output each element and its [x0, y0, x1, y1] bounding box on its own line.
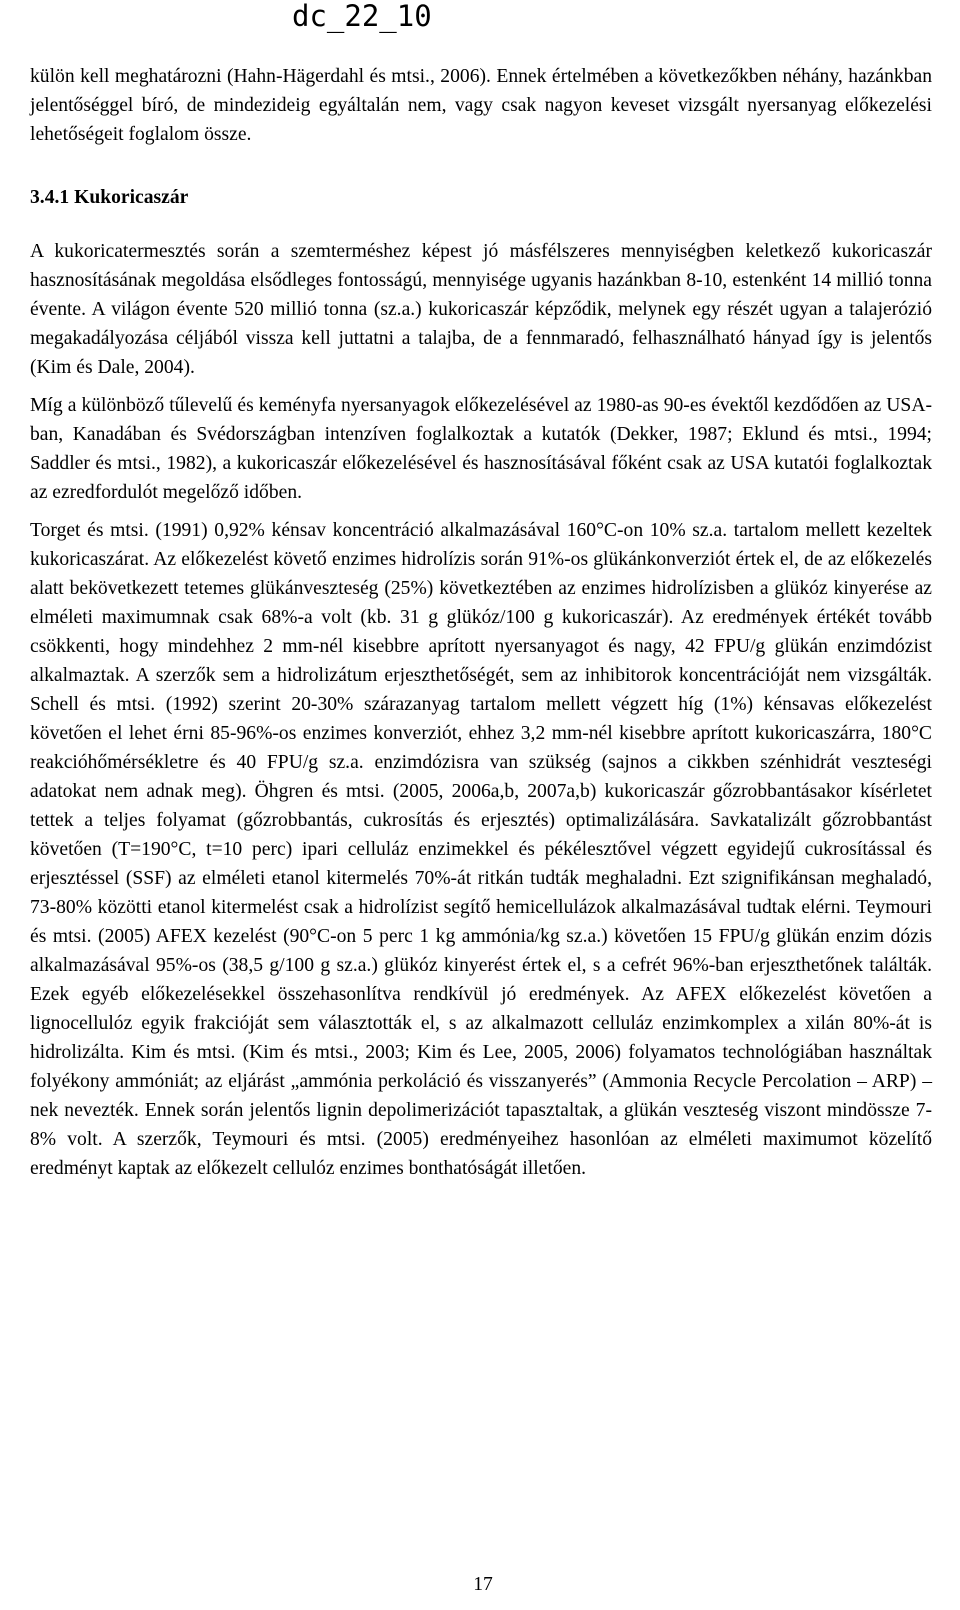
paragraph-2: Míg a különböző tűlevelű és keményfa nyersanyagok előkezelésével az 1980-as 90-es évektől kezdődően az USA-ban, Kanadában és Svédországban intenzíven foglalkoztak a kutatók (Dekker, 1987; Eklund és mtsi., 1994; Saddler és mtsi., 1982), a kukoricaszár előkezelésével és hasznosításával főként csak az USA kutatói foglalkoztak az ezredfordulót megelőző időben. — [30, 395, 932, 503]
page-number: 17 — [473, 1574, 493, 1595]
paragraph-1: A kukoricatermesztés során a szemterméshez képest jó másfélszeres mennyiségben keletkező kukoricaszár hasznosításának megoldása elsődleges fontosságú, mennyisége ugyanis hazánkban 8-10, estenként 14 millió tonna évente. A világon évente 520 millió tonna (sz.a.) kukoricaszár képződik, melynek egy részét ugyan a talajerózió megakadályozása céljából vissza kell juttatni a talajba, de a fennmaradó, felhasználható hányad így is jelentős (Kim és Dale, 2004). — [30, 241, 932, 378]
intro-paragraph: külön kell meghatározni (Hahn-Hägerdahl és mtsi., 2006). Ennek értelmében a következőkben néhány, hazánkban jelentőséggel bíró, de mindezideig egyáltalán nem, vagy csak nagyon keveset vizsgált nyersanyag előkezelési lehetőségeit foglalom össze. — [30, 66, 932, 145]
document-code: dc_22_10 — [292, 0, 432, 33]
section-heading: 3.4.1 Kukoricaszár — [30, 187, 189, 208]
document-body — [30, 62, 932, 1192]
paragraph-3: Torget és mtsi. (1991) 0,92% kénsav koncentráció alkalmazásával 160°C-on 10% sz.a. tartalom mellett kezeltek kukoricaszárat. Az előkezelést követő enzimes hidrolízis során 91%-os glükánkonverziót értek el, de az előkezelés alatt bekövetkezett tetemes glükánveszteség (25%) következtében az enzimes hidrolízisben a glükóz kinyerése az elméleti maximumnak csak 68%-a volt (kb. 31 g glükóz/100 g kukoricaszár). Az eredmények értékét tovább csökkenti, hogy mindehhez 2 mm-nél kisebbre aprított nyersanyagot és nagy, 42 FPU/g glükán enzimdózist alkalmaztak. A szerzők sem a hidrolizátum erjeszthetőségét, sem az inhibitorok koncentrációját nem vizsgálták. Schell és mtsi. (1992) szerint 20-30% szárazanyag tartalom mellett végzett híg (1%) kénsavas előkezelést követően el lehet érni 85-96%-os enzimes konverziót, ehhez 3,2 mm-nél kisebbre aprított kukoricaszárra, 180°C reakcióhőmérsékletre és 40 FPU/g sz.a. enzimdózisra van szükség (sajnos a cikkben szénhidrát veszteségi adatokat nem adnak meg). Öhgren és mtsi. (2005, 2006a,b, 2007a,b) kukoricaszár gőzrobbantásakor kísérletet tettek a teljes folyamat (gőzrobbantás, cukrosítás és erjesztés) optimalizálására. Savkatalizált gőzrobbantást követően (T=190°C, t=10 perc) ipari celluláz enzimekkel és pékélesztővel végzett egyidejű cukrosítással és erjesztéssel (SSF) az elméleti etanol kitermelés 70%-át ritkán tudták meghaladni. Ezt szignifikánsan meghaladó, 73-80% közötti etanol kitermelést csak a hidrolízist segítő hemicellulázok alkalmazásával tudtak elérni. Teymouri és mtsi. (2005) AFEX kezelést (90°C-on 5 perc 1 kg ammónia/kg sz.a.) követően 15 FPU/g glükán enzim dózis alkalmazásával 95%-os (38,5 g/100 g sz.a.) glükóz kinyerést értek el, s a cefrét 96%-ban erjeszthetőnek találták. Ezek egyéb előkezelésekkel összehasonlítva rendkívül jó eredmények. Az AFEX előkezelést követően a lignocellulóz egyik frakcióját sem választották el, s az alkalmazott celluláz enzimkomplex a xilán 80%-át is hidrolizálta. Kim és mtsi. (Kim és mtsi., 2003; Kim és Lee, 2005, 2006) folyamatos technológiában használtak folyékony ammóniát; az eljárást „ammónia perkoláció és visszanyerés” (Ammonia Recycle Percolation – ARP) –nek nevezték. Ennek során jelentős lignin depolimerizációt tapasztaltak, a glükán veszteség viszont mindössze 7-8% volt. A szerzők, Teymouri és mtsi. (2005) eredményeihez hasonlóan az elméleti maximumot közelítő eredményt kaptak az előkezelt cellulóz enzimes bonthatóságát illetően. — [30, 520, 932, 1179]
